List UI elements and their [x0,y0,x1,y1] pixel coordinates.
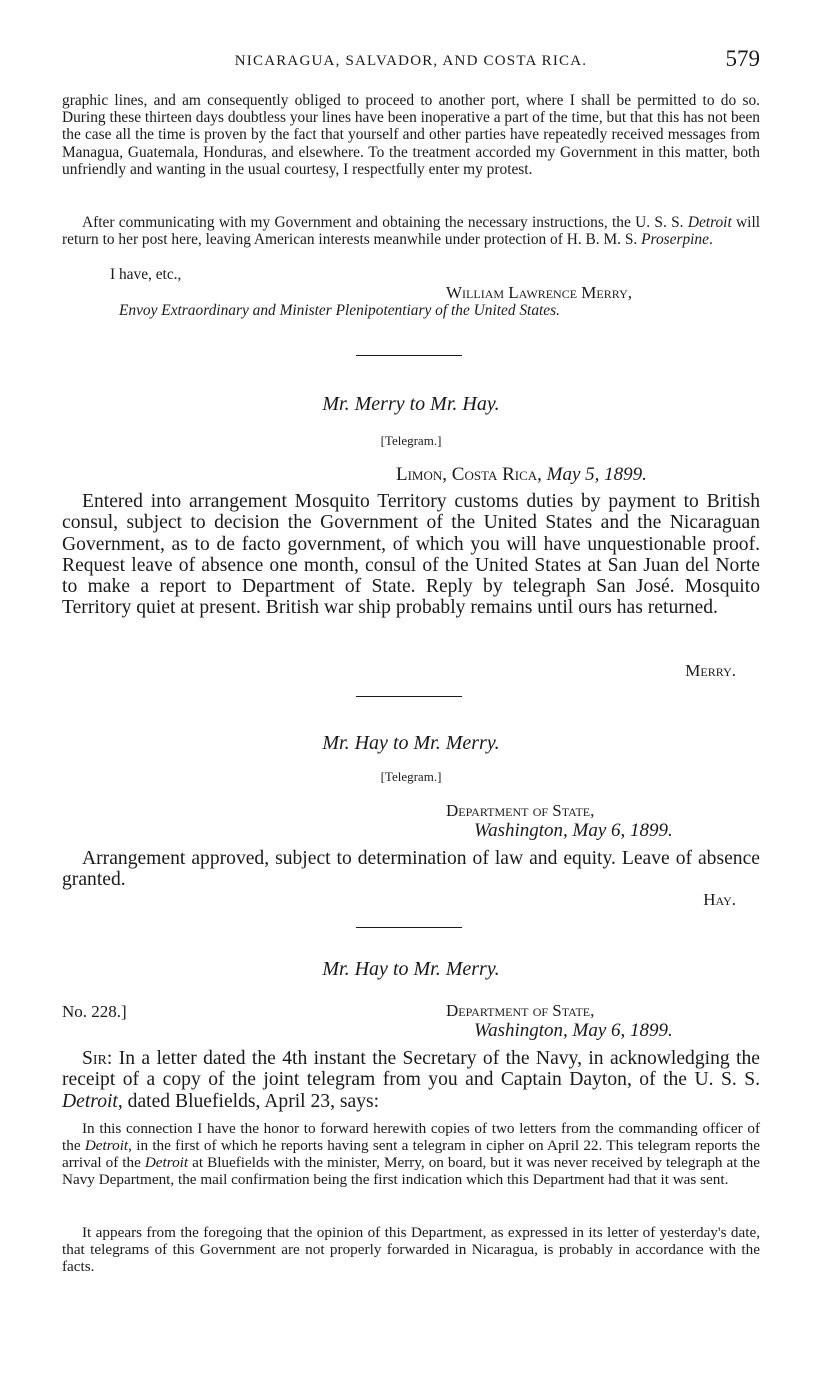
doc2-title: Mr. Merry to Mr. Hay. [322,393,500,415]
doc3-department: Department of State, [446,801,595,820]
ship-name: Detroit [62,1090,118,1112]
section-divider [356,927,462,928]
doc3-date: Washington, May 6, 1899. [474,820,673,841]
doc2-telegram-label: [Telegram.] [380,433,442,448]
doc2-place: Limon, Costa Rica, [396,464,542,485]
running-title: NICARAGUA, SALVADOR, AND COSTA RICA. [234,53,588,69]
letter-paragraph-2-text-c: . [708,231,713,249]
letter-paragraph-1: graphic lines, and am consequently obliged to proceed to another port, where I shall be permitted to do so. During these thirteen days doubtless your lines have been inoperative a part of the time, but that this has not been the case all the time is proven by the fact that yourself and other parties have repeatedly received messages from Managua, Guatemala, Honduras, and elsewhere. To the treatment accorded my Government in this matter, both unfriendly and wanting in the usual courtesy, I respectfully enter my protest. [62,92,760,178]
page-number: 579 [725,46,760,71]
doc2-dateline [396,464,736,486]
doc4-title: Mr. Hay to Mr. Merry. [322,958,500,980]
doc4-quote-1 [62,1121,760,1189]
doc4-quote-1-text-b: , in the first of which he reports having sent a telegram in cipher on April 22. This telegram reports the arrival of the [62,1136,760,1171]
ship-name: Detroit [144,1153,189,1171]
doc2-body: Entered into arrangement Mosquito Territory customs duties by payment to British consul, subject to decision the Government of the United States and the Nicaraguan Government, as to de facto government, of which you will have unquestionable proof. Request leave of absence one month, consul of the United States at San Juan del Norte to make a report to Department of State. Reply by telegraph San José. Mosquito Territory quiet at present. British war ship probably remains until ours has returned. [62,491,760,619]
document-page [62,0,760,1380]
doc4-body [62,1048,760,1112]
doc4-body-text-a: In a letter dated the 4th instant the Secretary of the Navy, in acknowledging the receipt of a copy of the joint telegram from you and Captain Dayton, of the U. S. S. [62,1048,760,1091]
doc4-number: No. 228.] [62,1002,127,1021]
section-divider [356,355,462,356]
letter-paragraph-2-text-a: After communicating with my Government and obtaining the necessary instructions, the U. S. S. [82,214,688,231]
doc3-signature: Hay. [703,890,736,909]
ship-name: Proserpine [641,231,709,249]
doc4-quote-2: It appears from the foregoing that the opinion of this Department, as expressed in its letter of yesterday's date, that telegrams of this Government are not properly forwarded in Nicaragua, is probably in accordance with the facts. [62,1224,760,1275]
doc4-quote-1-text-c: at Bluefields with the minister, Merry, on board, but it was never received by telegraph at the Navy Department, the mail confirmation being the first indication which this Department had that it was sent. [62,1153,760,1188]
letter-closing: I have, etc., [110,266,182,283]
doc3-telegram-label: [Telegram.] [380,769,442,784]
letter-signer: William Lawrence Merry, [446,283,632,302]
letter-signer-title [119,302,760,319]
section-divider [356,696,462,697]
doc3-title: Mr. Hay to Mr. Merry. [322,732,500,754]
doc3-body: Arrangement approved, subject to determination of law and equity. Leave of absence granted. [62,848,760,891]
signer-title-text: Envoy Extraordinary and Minister Plenipotentiary of the United States. [119,302,560,319]
doc4-body-text-b: , dated Bluefields, April 23, says: [117,1090,380,1112]
ship-name: Detroit [84,1136,129,1154]
doc4-quote-1-text-a: In this connection I have the honor to forward herewith copies of two letters from the commanding officer of the [62,1120,760,1154]
doc3-dateline [474,820,760,842]
doc2-signature: Merry. [685,661,736,680]
doc4-department: Department of State, [446,1001,595,1020]
doc4-dateline [474,1020,760,1042]
letter-paragraph-2 [62,214,760,248]
doc4-date: Washington, May 6, 1899. [474,1020,673,1041]
page-header [62,46,760,76]
doc4-salutation: Sir: [82,1048,113,1069]
ship-name: Detroit [687,214,732,231]
letter-paragraph-2-text-b: will return to her post here, leaving American interests meanwhile under protection of H. B. M. S. [62,214,760,249]
doc2-date: May 5, 1899. [546,464,647,485]
